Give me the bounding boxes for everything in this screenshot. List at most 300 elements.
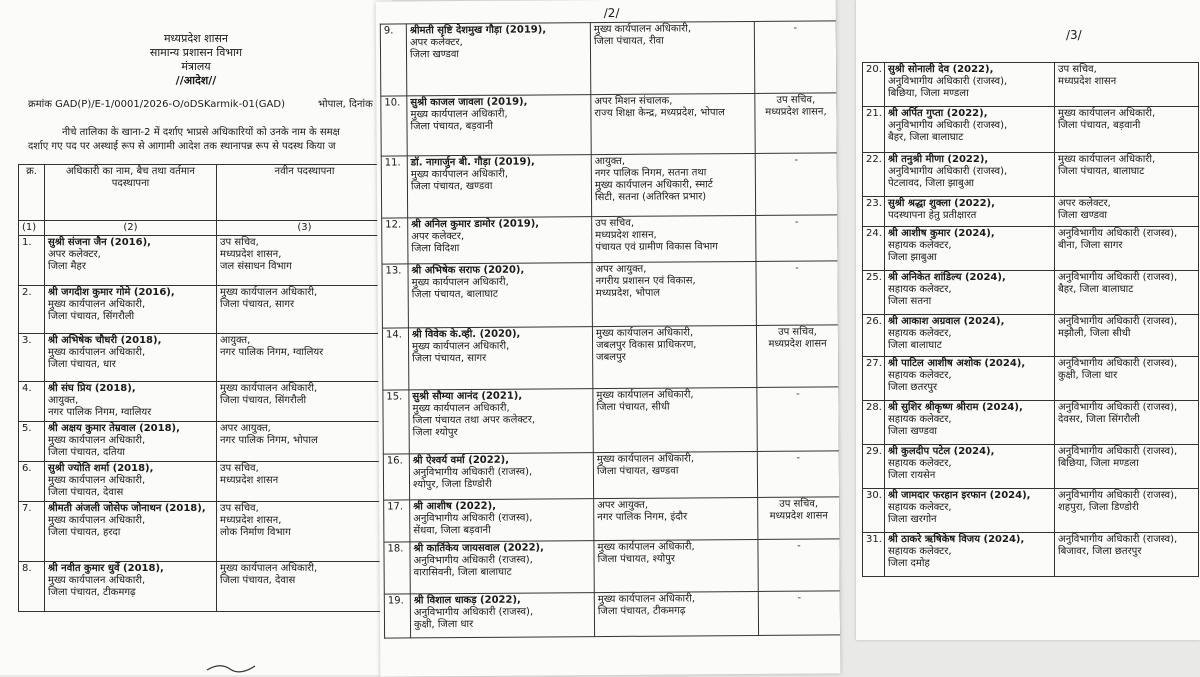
current-posting-line: जिला रायसेन: [888, 470, 936, 481]
officer-name: श्री ठाकरे ऋषिकेष विजय (2024),: [888, 534, 1025, 545]
new-posting-cell: [1055, 315, 1199, 357]
current-posting-line: जिला सतना: [888, 296, 932, 307]
table-row: [382, 261, 838, 328]
new-posting-cell: [217, 334, 393, 382]
new-posting-line: पंचायत एवं ग्रामीण विकास विभाग: [595, 241, 718, 254]
new-posting-line: अपर मिशन संचालक,: [594, 95, 673, 108]
table-row: [19, 382, 393, 422]
page-number-2: /2/: [603, 5, 620, 21]
new-posting-line: उप सचिव,: [1058, 64, 1097, 75]
officer-cell: [45, 236, 217, 286]
new-posting-cell: [1055, 271, 1199, 315]
officer-cell: [407, 95, 591, 156]
page-2: [376, 0, 841, 677]
table-row: [863, 445, 1199, 489]
additional-charge: -: [754, 21, 837, 94]
new-posting-line: अपर आयुक्त,: [220, 423, 271, 434]
page-1: [0, 0, 392, 675]
new-posting-line: अनुविभागीय अधिकारी (राजस्व),: [1058, 316, 1178, 327]
posting-table-page-1: [18, 164, 392, 612]
new-posting-cell: [1055, 357, 1199, 401]
officer-name: श्री अनिकेत शांडिल्य (2024),: [888, 272, 1006, 283]
current-posting-line: सहायक कलेक्टर,: [888, 502, 952, 513]
current-posting-line: मुख्य कार्यपालन अधिकारी,: [48, 475, 146, 486]
new-posting-cell: [1055, 227, 1199, 271]
new-posting-line: जिला पंचायत, बड़वानी: [1058, 120, 1141, 131]
new-posting-line: बीना, जिला सागर: [1058, 240, 1123, 251]
col-num-3: (3): [217, 221, 393, 236]
new-posting-line: जिला पंचायत, टीकमगढ़: [597, 605, 686, 618]
place-date: भोपाल, दिनांक: [318, 99, 373, 110]
officer-cell: [410, 541, 594, 594]
current-posting-line: जिला झाबुआ: [888, 252, 937, 263]
table-row: [19, 462, 393, 502]
table-row: [384, 539, 840, 594]
officer-name: श्री विवेक के.व्ही. (2020),: [411, 328, 521, 341]
new-posting-line: अनुविभागीय अधिकारी (राजस्व),: [1058, 272, 1178, 283]
new-posting-line: जिला पंचायत, श्योपुर: [597, 553, 676, 566]
current-posting-line: जिला खरगोन: [888, 514, 937, 525]
table-row: [382, 325, 838, 390]
additional-charge: -: [755, 153, 837, 216]
new-posting-line: बैहर, जिला बालाघाट: [1058, 284, 1134, 295]
officer-cell: [45, 562, 217, 612]
col-header-serial: क्र.: [19, 165, 45, 221]
new-posting-line: आयुक्त,: [594, 155, 626, 168]
new-posting-line: अनुविभागीय अधिकारी (राजस्व),: [1058, 402, 1178, 413]
col-num-2: (2): [45, 221, 217, 236]
new-posting-cell: [592, 325, 756, 388]
table-row: [863, 489, 1199, 533]
table-row: [384, 497, 840, 542]
serial-number: 17.: [384, 500, 410, 542]
new-posting-cell: [1055, 533, 1199, 577]
new-posting-cell: [594, 539, 758, 592]
current-posting-line: अनुविभागीय अधिकारी (राजस्व),: [412, 466, 533, 479]
current-posting-line: वारासिवनी, जिला बालाघाट: [413, 566, 512, 579]
current-posting-line: जिला खण्डवा: [888, 426, 937, 437]
table-row: [863, 63, 1199, 107]
table-row: [19, 422, 393, 462]
new-posting-line: आयुक्त,: [220, 335, 251, 346]
order-heading: //आदेश//: [175, 74, 217, 87]
current-posting-line: आयुक्त,: [48, 395, 79, 406]
officer-cell: [885, 271, 1055, 315]
serial-number: 18.: [384, 542, 410, 594]
current-posting-line: जिला खण्डवा: [409, 49, 460, 61]
current-posting-line: जिला बालाघाट: [888, 340, 942, 351]
new-posting-line: जिला पंचायत, सागर: [220, 299, 295, 310]
new-posting-line: जल संसाधन विभाग: [220, 261, 292, 272]
new-posting-line: अनुविभागीय अधिकारी (राजस्व),: [1058, 446, 1178, 457]
current-posting-line: अनुविभागीय अधिकारी (राजस्व),: [888, 120, 1008, 131]
serial-number: 12.: [382, 218, 408, 264]
new-posting-line: राज्य शिक्षा केन्द्र, मध्यप्रदेश, भोपाल: [594, 107, 725, 120]
officer-cell: [407, 155, 591, 218]
new-posting-line: मुख्य कार्यपालन अधिकारी,: [220, 287, 318, 298]
serial-number: 28.: [863, 401, 885, 445]
new-posting-line: नगरीय प्रशासन एवं विकास,: [595, 275, 696, 288]
serial-number: 2.: [19, 286, 45, 334]
serial-number: 10.: [381, 96, 407, 156]
table-row: [381, 153, 837, 218]
officer-name: सुश्री संजना जैन (2016),: [48, 237, 151, 248]
officer-cell: [885, 63, 1055, 107]
new-posting-cell: [590, 21, 754, 94]
current-posting-line: श्योपुर, जिला डिण्डोरी: [412, 478, 492, 491]
new-posting-line: उप सचिव,: [220, 463, 259, 474]
new-posting-cell: [1055, 401, 1199, 445]
table-row: [384, 591, 840, 638]
posting-table-page-3: [862, 62, 1199, 577]
additional-charge: -: [758, 539, 840, 592]
current-posting-line: सहायक कलेक्टर,: [888, 546, 952, 557]
table-row: [19, 286, 393, 334]
serial-number: 9.: [380, 24, 407, 96]
additional-charge: उप सचिव, मध्यप्रदेश शासन: [758, 497, 840, 540]
order-number: क्रमांक GAD(P)/E-1/0001/2026-O/oDSKarmik-01(GAD): [28, 99, 286, 110]
officer-cell: [45, 422, 217, 462]
col-num-1: (1): [19, 221, 45, 236]
new-posting-line: उप सचिव,: [220, 503, 259, 514]
current-posting-line: कुक्षी, जिला धार: [413, 618, 474, 631]
current-posting-line: मुख्य कार्यपालन अधिकारी,: [48, 515, 146, 526]
current-posting-line: नगर पालिक निगम, ग्वालियर: [48, 407, 152, 418]
officer-cell: [410, 593, 594, 638]
current-posting-line: सहायक कलेक्टर,: [888, 284, 952, 295]
new-posting-line: जबलपुर: [596, 351, 626, 364]
signature-mark: [1046, 636, 1116, 640]
officer-name: श्री जगदीश कुमार गोमे (2016),: [48, 287, 175, 298]
officer-cell: [409, 389, 593, 454]
ministry-name: मंत्रालय: [181, 60, 211, 73]
current-posting-line: जिला श्योपुर: [412, 427, 458, 439]
additional-charge: -: [758, 591, 840, 636]
new-posting-cell: [217, 286, 393, 334]
posting-table-page-2: [380, 20, 841, 638]
officer-name: श्री अर्पित गुप्ता (2022),: [888, 108, 988, 119]
officer-cell: [885, 107, 1055, 153]
table-row: [863, 401, 1199, 445]
serial-number: 8.: [19, 562, 45, 612]
officer-name: श्री कुलदीप पटेल (2024),: [888, 446, 995, 457]
table-row: [19, 502, 393, 562]
new-posting-line: जिला खण्डवा: [1058, 210, 1107, 221]
new-posting-cell: [592, 215, 756, 262]
officer-name: श्रीमती अंजली जोसेफ जोनाथन (2018),: [48, 503, 206, 514]
current-posting-line: जिला छतरपुर: [888, 382, 938, 393]
table-row: [863, 227, 1199, 271]
officer-cell: [406, 23, 590, 96]
additional-charge: -: [756, 215, 838, 262]
government-name: मध्यप्रदेश शासन: [163, 32, 229, 45]
current-posting-line: जिला पंचायत, खण्डवा: [410, 180, 493, 193]
officer-cell: [45, 502, 217, 562]
table-row: [380, 21, 836, 96]
table-row: [863, 271, 1199, 315]
serial-number: 19.: [384, 594, 410, 638]
current-posting-line: सहायक कलेक्टर,: [888, 328, 952, 339]
new-posting-cell: [1055, 197, 1199, 227]
new-posting-line: उप सचिव,: [220, 237, 259, 248]
new-posting-line: अपर आयुक्त,: [595, 263, 647, 276]
serial-number: 27.: [863, 357, 885, 401]
new-posting-line: मुख्य कार्यपालन अधिकारी,: [1058, 108, 1156, 119]
current-posting-line: अपर कलेक्टर,: [48, 249, 101, 260]
current-posting-line: जिला पंचायत, देवास: [48, 487, 124, 498]
officer-name: श्री आकाश अग्रवाल (2024),: [888, 316, 1005, 327]
current-posting-line: अपर कलेक्टर,: [409, 37, 463, 49]
serial-number: 1.: [19, 236, 45, 286]
table-row: [863, 315, 1199, 357]
current-posting-line: पेटलावद, जिला झाबुआ: [888, 178, 974, 189]
additional-charge: -: [757, 451, 839, 498]
new-posting-line: जिला पंचायत, देवास: [220, 575, 296, 586]
serial-number: 26.: [863, 315, 885, 357]
table-row: [381, 93, 837, 156]
officer-name: श्री आशीष कुमार (2024),: [888, 228, 995, 239]
officer-cell: [885, 445, 1055, 489]
new-posting-cell: [591, 93, 755, 154]
current-posting-line: जिला पंचायत तथा अपर कलेक्टर,: [412, 414, 536, 427]
current-posting-line: जिला दमोह: [888, 558, 930, 569]
officer-cell: [885, 315, 1055, 357]
new-posting-line: अनुविभागीय अधिकारी (राजस्व),: [1058, 490, 1178, 501]
new-posting-line: अपर आयुक्त,: [597, 499, 649, 512]
current-posting-line: मुख्य कार्यपालन अधिकारी,: [412, 340, 510, 353]
table-row: [863, 197, 1199, 227]
officer-name: श्री तनुश्री मीणा (2022),: [888, 154, 989, 165]
current-posting-line: जिला पंचायत, टीकमगढ़: [48, 587, 136, 598]
officer-name: श्री अभिषेक सराफ (2020),: [411, 264, 525, 277]
table-row: [863, 357, 1199, 401]
serial-number: 16.: [383, 454, 409, 500]
new-posting-cell: [1055, 63, 1199, 107]
serial-number: 4.: [19, 382, 45, 422]
current-posting-line: जिला पंचायत, बालाघाट: [411, 288, 498, 301]
new-posting-line: जिला पंचायत, रीवा: [593, 35, 664, 48]
table-row: [19, 334, 393, 382]
new-posting-line: अनुविभागीय अधिकारी (राजस्व),: [1058, 534, 1178, 545]
new-posting-line: देवसर, जिला सिंगरौली: [1058, 414, 1140, 425]
officer-name: सुश्री सोनाली देव (2022),: [888, 64, 994, 75]
new-posting-line: जिला पंचायत, सीधी: [596, 401, 670, 414]
officer-name: सुश्री काजल जावला (2019),: [410, 96, 528, 109]
officer-cell: [45, 334, 217, 382]
serial-number: 24.: [863, 227, 885, 271]
new-posting-line: मुख्य कार्यपालन अधिकारी,: [597, 541, 695, 554]
new-posting-line: कुक्षी, जिला धार: [1058, 370, 1118, 381]
serial-number: 31.: [863, 533, 885, 577]
new-posting-cell: [591, 153, 755, 216]
officer-name: श्री आशीष (2022),: [413, 500, 497, 513]
current-posting-line: मुख्य कार्यपालन अधिकारी,: [48, 435, 146, 446]
current-posting-line: सहायक कलेक्टर,: [888, 458, 952, 469]
new-posting-line: मध्यप्रदेश शासन,: [220, 249, 282, 260]
additional-charge: उप सचिव, मध्यप्रदेश शासन: [756, 325, 838, 388]
table-row: [19, 562, 393, 612]
serial-number: 22.: [863, 153, 885, 197]
new-posting-line: नगर पालिक निगम, ग्वालियर: [220, 347, 324, 358]
table-row: [383, 451, 839, 500]
officer-cell: [885, 227, 1055, 271]
current-posting-line: मुख्य कार्यपालन अधिकारी,: [410, 108, 508, 121]
current-posting-line: जिला पंचायत, दतिया: [48, 447, 126, 458]
serial-number: 5.: [19, 422, 45, 462]
current-posting-line: मुख्य कार्यपालन अधिकारी,: [411, 276, 509, 289]
new-posting-cell: [592, 261, 756, 326]
officer-name: सुश्री श्रद्धा शुक्ला (2022),: [888, 198, 995, 209]
new-posting-line: मध्यप्रदेश शासन,: [595, 229, 657, 242]
serial-number: 21.: [863, 107, 885, 153]
current-posting-line: सहायक कलेक्टर,: [888, 370, 952, 381]
new-posting-cell: [1055, 153, 1199, 197]
new-posting-line: मुख्य कार्यपालन अधिकारी,: [220, 383, 318, 394]
new-posting-line: मध्यप्रदेश शासन: [1058, 76, 1117, 87]
new-posting-line: शहपुरा, जिला डिण्डोरी: [1058, 502, 1139, 513]
new-posting-line: जिला पंचायत, बालाघाट: [1058, 166, 1145, 177]
current-posting-line: जिला पंचायत, सिंगरौली: [48, 311, 135, 322]
additional-charge: -: [757, 387, 839, 452]
officer-name: श्री विशाल धाकड़ (2022),: [413, 594, 521, 607]
officer-cell: [45, 462, 217, 502]
new-posting-line: मध्यप्रदेश शासन: [220, 475, 279, 486]
new-posting-line: मुख्य कार्यपालन अधिकारी,: [596, 453, 695, 466]
new-posting-cell: [217, 236, 393, 286]
table-row: [19, 236, 393, 286]
new-posting-line: नगर पालिक निगम, इंदौर: [597, 511, 688, 524]
new-posting-line: मुख्य कार्यपालन अधिकारी,: [596, 389, 694, 402]
officer-name: सुश्री ज्योति शर्मा (2018),: [48, 463, 154, 474]
serial-number: 29.: [863, 445, 885, 489]
new-posting-cell: [217, 502, 393, 562]
current-posting-line: मुख्य कार्यपालन अधिकारी,: [48, 575, 146, 586]
new-posting-line: बिजावर, जिला छतरपुर: [1058, 546, 1142, 557]
current-posting-line: मुख्य कार्यपालन अधिकारी,: [412, 402, 510, 415]
current-posting-line: अनुविभागीय अधिकारी (राजस्व),: [888, 166, 1008, 177]
table-row: [863, 107, 1199, 153]
officer-cell: [885, 197, 1055, 227]
new-posting-line: बिछिया, जिला मण्डला: [1058, 458, 1139, 469]
officer-name: श्री जामदार फरहान इरफान (2024),: [888, 490, 1031, 501]
serial-number: 7.: [19, 502, 45, 562]
table-row: [382, 215, 838, 264]
current-posting-line: जिला पंचायत, सागर: [412, 352, 487, 365]
new-posting-cell: [217, 422, 393, 462]
new-posting-line: सिटी, सतना (अतिरिक्त प्रभार): [594, 191, 707, 204]
new-posting-cell: [1055, 445, 1199, 489]
current-posting-line: जिला मैहर: [48, 261, 86, 272]
officer-cell: [408, 263, 592, 328]
officer-name: श्री पाटिल आशीष अशोक (2024),: [888, 358, 1026, 369]
additional-charge: उप सचिव, मध्यप्रदेश शासन,: [755, 93, 837, 154]
officer-name: श्री ऐश्वर्य वर्मा (2022),: [412, 454, 510, 467]
new-posting-line: उप सचिव,: [595, 217, 635, 230]
current-posting-line: जिला विदिशा: [411, 243, 460, 255]
new-posting-line: जिला पंचायत, खण्डवा: [596, 465, 679, 478]
new-posting-line: मुख्य कार्यपालन अधिकारी,: [597, 593, 696, 606]
current-posting-line: मुख्य कार्यपालन अधिकारी,: [48, 299, 146, 310]
serial-number: 30.: [863, 489, 885, 533]
current-posting-line: अनुविभागीय अधिकारी (राजस्व),: [413, 606, 534, 619]
serial-number: 13.: [382, 264, 408, 328]
col-header-officer: अधिकारी का नाम, बैच तथा वर्तमान पदस्थापना: [45, 165, 217, 221]
officer-cell: [885, 153, 1055, 197]
officer-cell: [409, 453, 593, 500]
current-posting-line: सहायक कलेक्टर,: [888, 414, 952, 425]
new-posting-line: अपर कलेक्टर,: [1058, 198, 1111, 209]
serial-number: 3.: [19, 334, 45, 382]
current-posting-line: सहायक कलेक्टर,: [888, 240, 952, 251]
current-posting-line: जिला पंचायत, धार: [48, 359, 116, 370]
new-posting-line: मझौली, जिला सीधी: [1058, 328, 1131, 339]
current-posting-line: अनुविभागीय अधिकारी (राजस्व),: [413, 554, 533, 567]
officer-cell: [885, 357, 1055, 401]
officer-name: श्री नवीत कुमार धुर्वे (2018),: [48, 563, 164, 574]
current-posting-line: पदस्थापना हेतु प्रतीक्षारत: [888, 210, 977, 221]
page-number-3: /3/: [1066, 28, 1082, 42]
officer-cell: [885, 489, 1055, 533]
current-posting-line: जिला पंचायत, हरदा: [48, 527, 121, 538]
new-posting-line: अनुविभागीय अधिकारी (राजस्व),: [1058, 228, 1178, 239]
new-posting-line: लोक निर्माण विभाग: [220, 527, 291, 538]
officer-name: श्री सुशिर श्रीकृष्ण श्रीराम (2024),: [888, 402, 1023, 413]
new-posting-line: नगर पालिक निगम, सतना तथा: [594, 167, 707, 180]
officer-name: डॉ. नागार्जुन बी. गौड़ा (2019),: [410, 156, 535, 169]
serial-number: 11.: [381, 156, 407, 218]
table-row: [383, 387, 839, 454]
serial-number: 23.: [863, 197, 885, 227]
officer-cell: [408, 217, 592, 264]
current-posting-line: मुख्य कार्यपालन अधिकारी,: [48, 347, 146, 358]
new-posting-cell: [217, 462, 393, 502]
officer-cell: [408, 327, 592, 390]
officer-name: श्री अनिल कुमार डामोर (2019),: [411, 218, 540, 231]
officer-name: श्रीमती सृष्टि देशमुख गौड़ा (2019),: [409, 24, 547, 37]
intro-line-2: दर्शाए गए पद पर अस्थाई रूप से आगामी आदेश तक स्थानापन्न रूप से पदस्थ किया ज: [28, 141, 336, 152]
new-posting-line: मुख्य कार्यपालन अधिकारी,: [595, 327, 694, 340]
current-posting-line: अनुविभागीय अधिकारी (राजस्व),: [413, 512, 533, 525]
new-posting-line: मुख्य कार्यपालन अधिकारी,: [1058, 154, 1156, 165]
new-posting-cell: [1055, 107, 1199, 153]
serial-number: 14.: [382, 328, 408, 390]
table-row: [863, 153, 1199, 197]
officer-name: सुश्री सौम्या आनंद (2021),: [412, 390, 523, 403]
current-posting-line: सेंधवा, जिला बड़वानी: [413, 524, 491, 537]
serial-number: 15.: [383, 390, 409, 454]
new-posting-cell: [593, 451, 757, 498]
new-posting-line: जबलपुर विकास प्राधिकरण,: [596, 339, 697, 352]
officer-name: श्री कार्तिकेय जायसवाल (2022),: [413, 542, 544, 555]
officer-cell: [45, 286, 217, 334]
officer-cell: [410, 499, 594, 542]
serial-number: 20.: [863, 63, 885, 107]
table-row: [863, 533, 1199, 577]
current-posting-line: मुख्य कार्यपालन अधिकारी,: [410, 168, 509, 181]
new-posting-line: जिला पंचायत, सिंगरौली: [220, 395, 307, 406]
page-3: [856, 0, 1200, 640]
new-posting-cell: [1055, 489, 1199, 533]
current-posting-line: अनुविभागीय अधिकारी (राजस्व),: [888, 76, 1008, 87]
new-posting-cell: [217, 562, 393, 612]
new-posting-line: मध्यप्रदेश, भोपाल: [595, 287, 661, 300]
col-header-new-posting: नवीन पदस्थापना: [217, 165, 393, 221]
officer-cell: [45, 382, 217, 422]
new-posting-line: अनुविभागीय अधिकारी (राजस्व),: [1058, 358, 1178, 369]
current-posting-line: बैहर, जिला बालाघाट: [888, 132, 964, 143]
new-posting-line: मुख्य कार्यपालन अधिकारी, स्मार्ट: [594, 179, 713, 192]
current-posting-line: अपर कलेक्टर,: [411, 231, 465, 243]
